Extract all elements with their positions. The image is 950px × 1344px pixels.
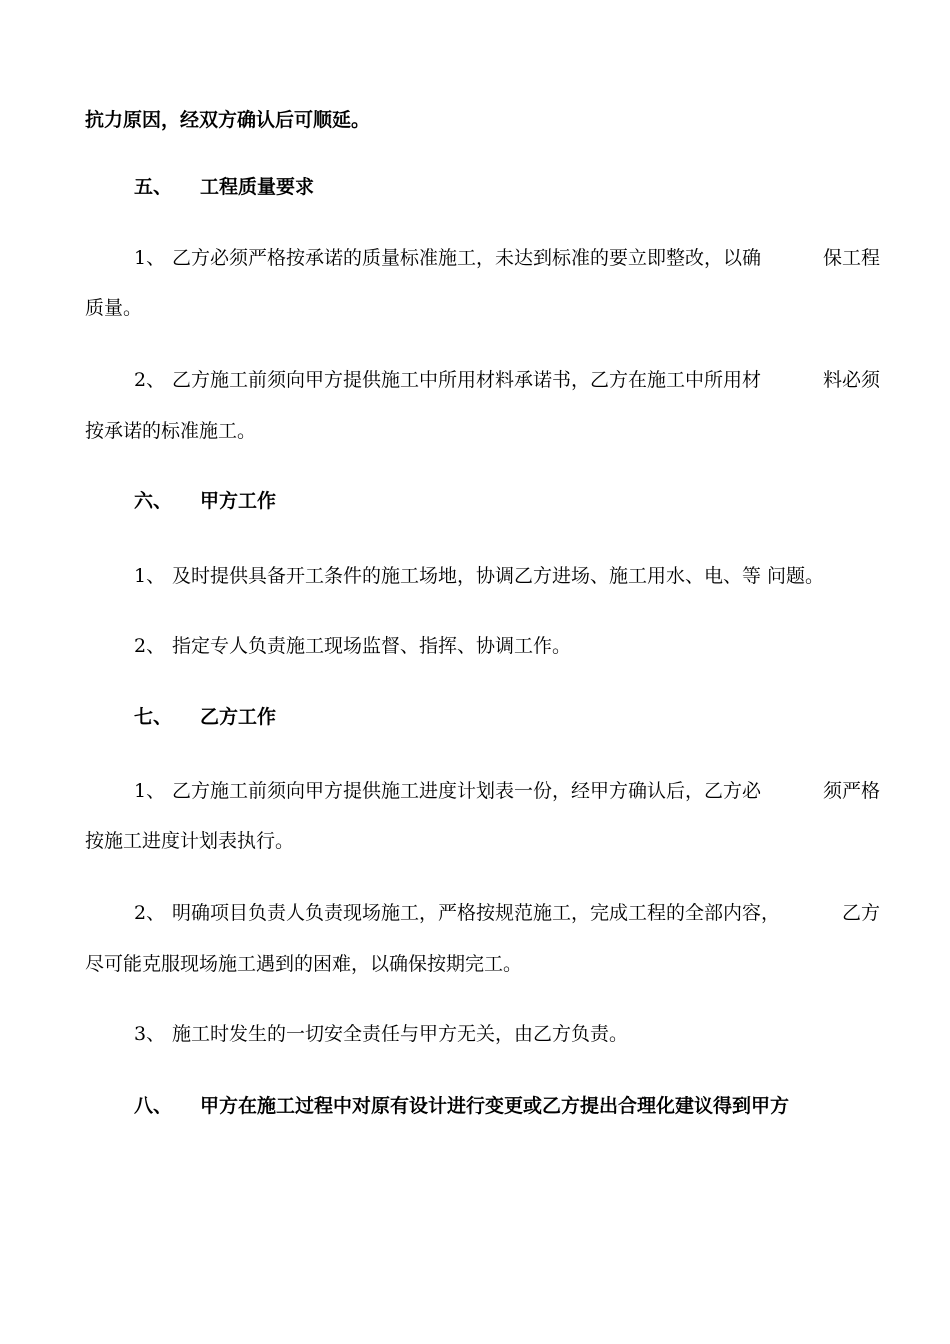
item-text: 及时提供具备开工条件的施工场地，协调乙方进场、施工用水、电、等 问题。 — [172, 565, 825, 587]
item-text-end: 须严格 — [822, 780, 880, 802]
item-text-end: 料必须 — [822, 369, 880, 391]
item-text: 乙方必须严格按承诺的质量标准施工，未达到标准的要立即整改，以确 — [172, 247, 762, 269]
section-heading-5 — [134, 175, 314, 199]
section-title: 甲方工作 — [200, 490, 277, 512]
item-number: 1、 — [134, 247, 166, 269]
item-text: 乙方施工前须向甲方提供施工中所用材料承诺书，乙方在施工中所用材 — [172, 369, 762, 391]
list-item — [134, 246, 880, 270]
section-title: 甲方在施工过程中对原有设计进行变更或乙方提出合理化建议得到甲方 — [200, 1095, 790, 1117]
section-number: 七、 — [134, 706, 173, 728]
item-continuation: 质量。 — [85, 297, 143, 319]
section-heading-8 — [134, 1094, 789, 1118]
section-heading-7 — [134, 705, 276, 729]
item-number: 1、 — [134, 780, 166, 802]
item-number: 2、 — [134, 635, 166, 657]
list-item — [134, 1022, 628, 1046]
item-text: 施工时发生的一切安全责任与甲方无关，由乙方负责。 — [172, 1023, 629, 1045]
list-item — [134, 779, 880, 803]
item-continuation: 按承诺的标准施工。 — [85, 420, 257, 442]
item-text: 乙方施工前须向甲方提供施工进度计划表一份，经甲方确认后，乙方必 — [172, 780, 762, 802]
list-item — [134, 564, 824, 588]
item-number: 1、 — [134, 565, 166, 587]
section-number: 八、 — [134, 1095, 173, 1117]
item-text: 指定专人负责施工现场监督、指挥、协调工作。 — [172, 635, 572, 657]
item-continuation: 按施工进度计划表执行。 — [85, 830, 295, 852]
section-title: 工程质量要求 — [200, 176, 315, 198]
item-text-end: 保工程 — [822, 247, 880, 269]
continuation-text: 抗力原因，经双方确认后可顺延。 — [85, 109, 371, 131]
item-text: 明确项目负责人负责现场施工，严格按规范施工，完成工程的全部内容， — [172, 902, 781, 924]
item-continuation: 尽可能克服现场施工遇到的困难，以确保按期完工。 — [85, 953, 523, 975]
item-number: 3、 — [134, 1023, 166, 1045]
list-item — [134, 634, 571, 658]
list-item — [134, 368, 880, 392]
section-title: 乙方工作 — [200, 706, 277, 728]
section-number: 五、 — [134, 176, 173, 198]
item-text-end: 乙方 — [841, 902, 880, 924]
list-item — [134, 901, 880, 925]
section-heading-6 — [134, 489, 276, 513]
section-number: 六、 — [134, 490, 173, 512]
item-number: 2、 — [134, 369, 166, 391]
item-number: 2、 — [134, 902, 166, 924]
